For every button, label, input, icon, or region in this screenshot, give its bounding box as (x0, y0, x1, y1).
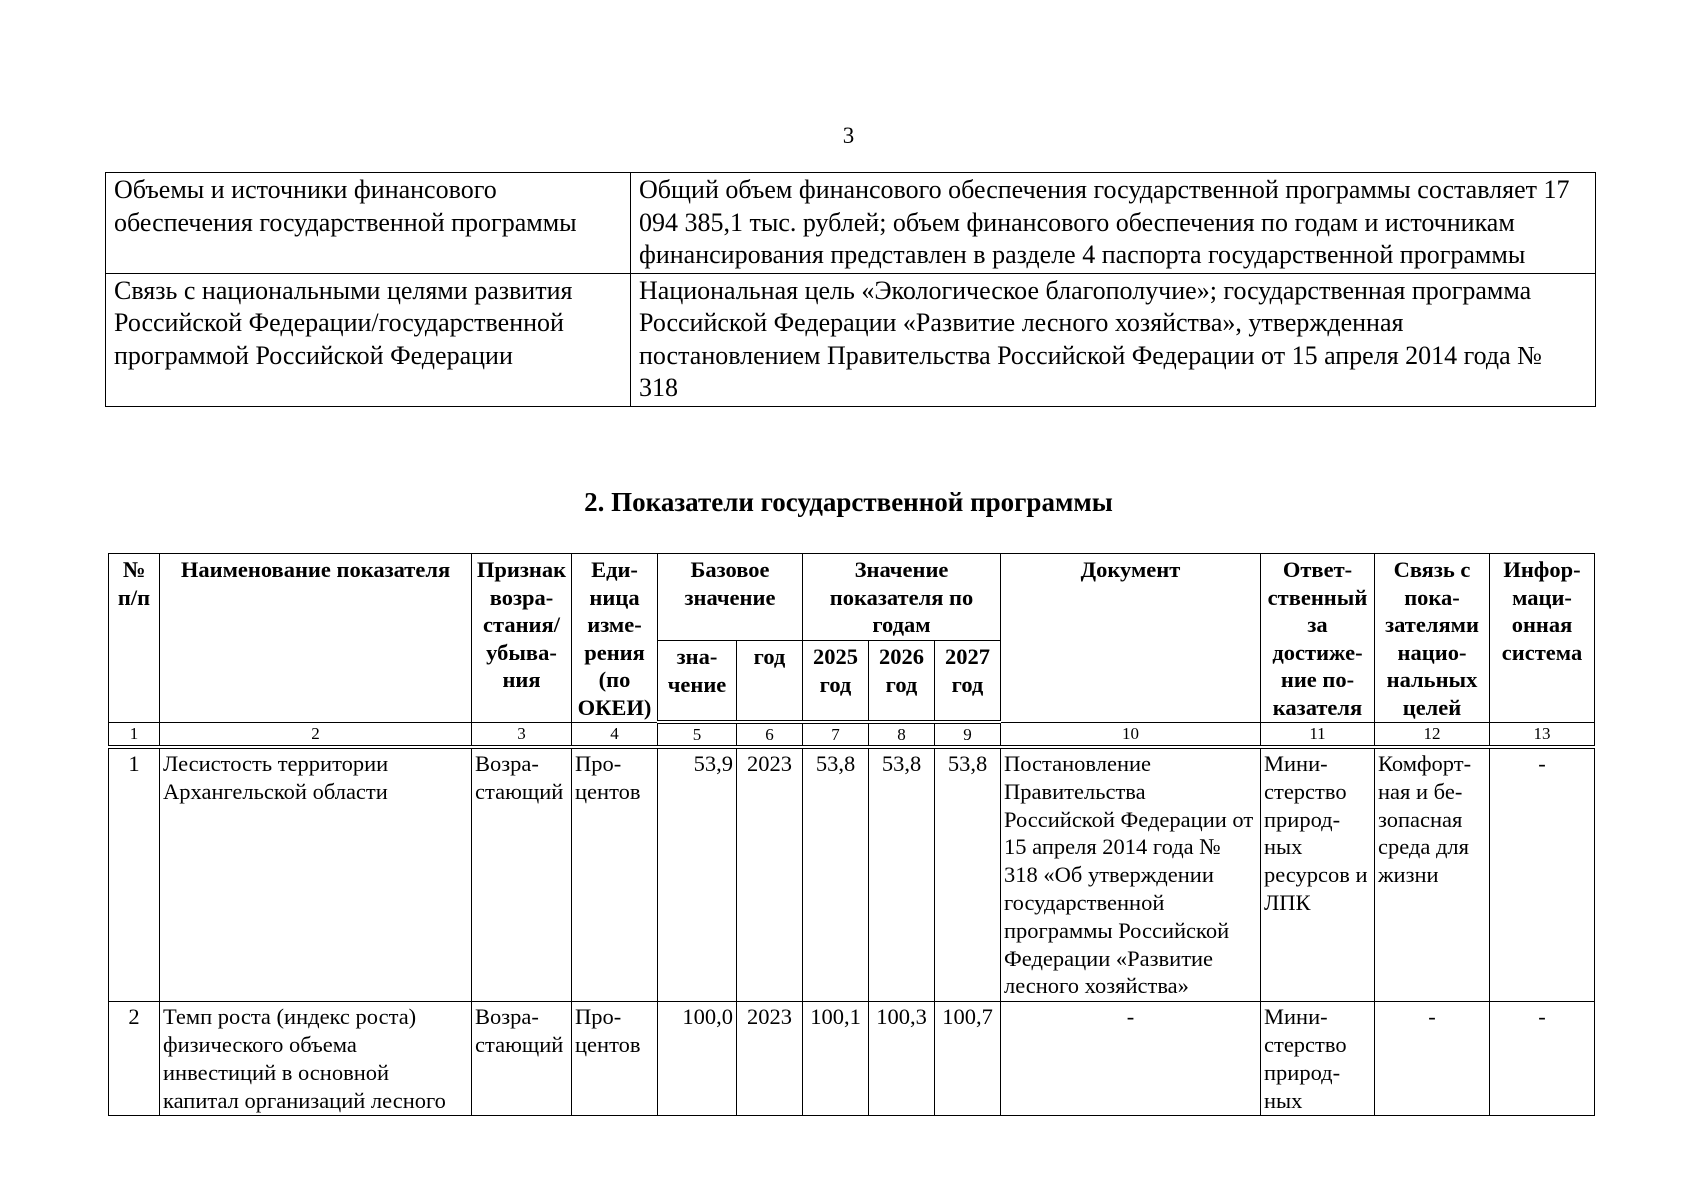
row-num: 2 (109, 1002, 160, 1116)
row-y2025: 53,8 (803, 747, 869, 1002)
row-sign: Возрастающий (472, 747, 572, 1002)
row-y2026: 53,8 (869, 747, 935, 1002)
row-responsible: Министерство природных ресурсов и ЛПК (1261, 747, 1375, 1002)
column-number: 11 (1261, 722, 1375, 747)
header-sign: Признак возрастания/ убывания (472, 554, 572, 723)
row-info: - (1490, 747, 1595, 1002)
row-document: - (1001, 1002, 1261, 1116)
header-base: Базовое значение (658, 554, 803, 641)
column-number: 10 (1001, 722, 1261, 747)
passport-row (106, 173, 1596, 274)
passport-label: Связь с национальными целями развития Российской Федерации/государственной программой Российской Федерации (106, 273, 631, 406)
row-y2027: 100,7 (935, 1002, 1001, 1116)
header-num: № п/п (109, 554, 160, 723)
table-row (109, 747, 1595, 1002)
passport-label: Объемы и источники финансового обеспечения государственной программы (106, 173, 631, 274)
row-link: Комфортная и безопасная среда для жизни (1375, 747, 1490, 1002)
header-responsible: Ответственный за достижение показателя (1261, 554, 1375, 723)
column-number: 8 (869, 722, 935, 747)
header-document: Документ (1001, 554, 1261, 723)
passport-table (105, 172, 1596, 407)
header-name: Наименование показателя (160, 554, 472, 723)
column-number: 3 (472, 722, 572, 747)
column-number: 2 (160, 722, 472, 747)
header-y2025: 2025 год (803, 641, 869, 723)
column-number: 5 (658, 722, 737, 747)
row-y2026: 100,3 (869, 1002, 935, 1116)
table-row (109, 1002, 1595, 1116)
column-number-row (109, 722, 1595, 747)
row-document: Постановление Правительства Российской Федерации от 15 апреля 2014 года № 318 «Об утверждении государственной программы Российской Федерации «Развитие лесного хозяйства» (1001, 747, 1261, 1002)
passport-row (106, 273, 1596, 406)
column-number: 1 (109, 722, 160, 747)
row-name: Лесистость территории Архангельской области (160, 747, 472, 1002)
row-unit: Процентов (572, 1002, 658, 1116)
row-num: 1 (109, 747, 160, 1002)
row-base-year: 2023 (737, 1002, 803, 1116)
header-y2026: 2026 год (869, 641, 935, 723)
header-row (109, 554, 1595, 641)
header-base-value: значение (658, 641, 737, 723)
row-base-value: 100,0 (658, 1002, 737, 1116)
row-sign: Возрастающий (472, 1002, 572, 1116)
page-number: 3 (842, 123, 855, 148)
row-base-year: 2023 (737, 747, 803, 1002)
row-responsible: Министерство природных (1261, 1002, 1375, 1116)
header-link: Связь с показателями национальных целей (1375, 554, 1490, 723)
column-number: 12 (1375, 722, 1490, 747)
header-y2027: 2027 год (935, 641, 1001, 723)
row-unit: Процентов (572, 747, 658, 1002)
column-number: 13 (1490, 722, 1595, 747)
section-title: 2. Показатели государственной программы (584, 487, 1113, 517)
row-base-value: 53,9 (658, 747, 737, 1002)
passport-value: Общий объем финансового обеспечения государственной программы составляет 17 094 385,1 тыс. рублей; объем финансового обеспечения по годам и источникам финансирования представлен в разделе 4 паспорта государственной программы (631, 173, 1596, 274)
header-values-by-year: Значение показателя по годам (803, 554, 1001, 641)
header-unit: Единица измерения (по ОКЕИ) (572, 554, 658, 723)
header-base-year: год (737, 641, 803, 723)
row-y2025: 100,1 (803, 1002, 869, 1116)
column-number: 7 (803, 722, 869, 747)
header-info: Информационная система (1490, 554, 1595, 723)
column-number: 4 (572, 722, 658, 747)
row-info: - (1490, 1002, 1595, 1116)
column-number: 9 (935, 722, 1001, 747)
indicators-table (108, 553, 1595, 1116)
row-y2027: 53,8 (935, 747, 1001, 1002)
row-name: Темп роста (индекс роста) физического объема инвестиций в основной капитал организаций лесного (160, 1002, 472, 1116)
column-number: 6 (737, 722, 803, 747)
row-link: - (1375, 1002, 1490, 1116)
passport-value: Национальная цель «Экологическое благополучие»; государственная программа Российской Федерации «Развитие лесного хозяйства», утвержденная постановлением Правительства Российской Федерации от 15 апреля 2014 года № 318 (631, 273, 1596, 406)
